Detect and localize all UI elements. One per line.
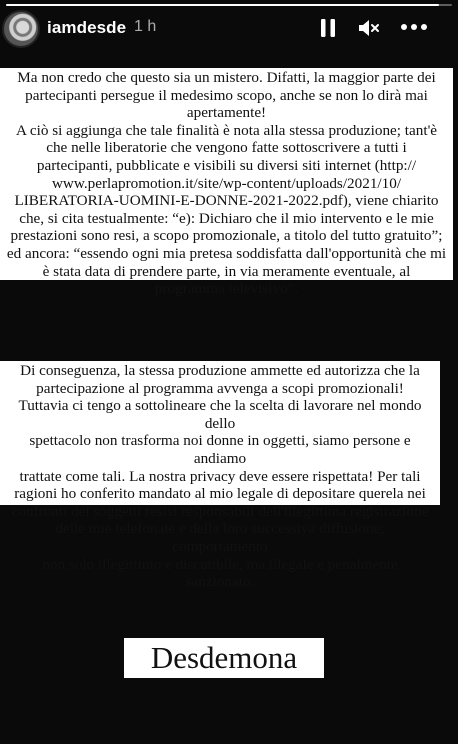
text-line: Di conseguenza, la stessa produzione ammette ed autorizza che la — [20, 362, 420, 379]
text-line: che, si cita testualmente: “e): Dichiaro che il mio intervento e le mie — [19, 209, 434, 227]
text-line: trattate come tali. La nostra privacy deve essere rispettata! Per tali — [19, 467, 421, 485]
text-line: Ma non credo che questo sia un mistero. Difatti, la maggior parte dei — [17, 69, 436, 86]
text-line: non solo illegittimo e discutibile, ma illegale e penalmente sanzionato. — [42, 555, 398, 591]
text-line: LIBERATORIA-UOMINI-E-DONNE-2021-2022.pdf), viene chiarito — [14, 192, 439, 210]
text-line: delle mie telefonate e della loro successiva diffusione; comportamento — [55, 520, 385, 555]
timestamp: 1 h — [134, 18, 157, 35]
text-line: www.perlapromotion.it/site/wp-content/uploads/2021/10/ — [51, 174, 402, 192]
text-line: è stata data di prendere parte, in via meramente eventuale, al — [42, 262, 411, 280]
text-line: partecipanti, pubblicate e visibili su diversi siti internet (http:// — [36, 156, 417, 174]
text-line: ragioni ho conferito mandato al mio legale di depositare querela nei — [14, 485, 426, 503]
text-line: apertamente! — [186, 104, 267, 122]
statement-text-box-2 — [0, 361, 440, 591]
text-line: programma televisivo”. — [154, 280, 299, 298]
signature-label: Desdemona — [124, 638, 324, 678]
text-line: confronti dei soggetti resisi responsabili dell'illegittima registrazione — [11, 502, 429, 520]
more-options-icon[interactable] — [400, 20, 428, 34]
text-line: partecipanti persegue il medesimo scopo, anche se non lo dirà mai — [25, 86, 428, 104]
username[interactable]: iamdesde — [47, 18, 127, 37]
avatar[interactable] — [2, 10, 40, 48]
text-line: Tuttavia ci tengo a sottolineare che la scelta di lavorare nel mondo dello — [18, 397, 422, 432]
text-line: ed ancora: “essendo ogni mia pretesa soddisfatta dall'opportunità che mi — [6, 244, 447, 262]
text-line: A ciò si aggiunga che tale finalità è nota alla stessa produzione; tant'è — [15, 121, 438, 139]
speaker-muted-icon[interactable] — [358, 18, 380, 38]
story-progress-bar — [6, 4, 452, 6]
pause-icon[interactable] — [320, 18, 336, 38]
story-progress-fill — [6, 4, 439, 6]
text-line: partecipazione al programma avvenga a scopi promozionali! — [36, 379, 404, 397]
text-line: spettacolo non trasforma noi donne in oggetti, siamo persone e andiamo — [29, 432, 411, 467]
text-line: che nelle liberatorie che vengono fatte sottoscrivere a tutti i — [46, 139, 407, 157]
story-header — [0, 10, 458, 48]
text-line: prestazioni sono resi, a scopo promozionale, a titolo del tutto gratuito”; — [10, 227, 443, 245]
statement-text-box-1 — [0, 68, 453, 298]
